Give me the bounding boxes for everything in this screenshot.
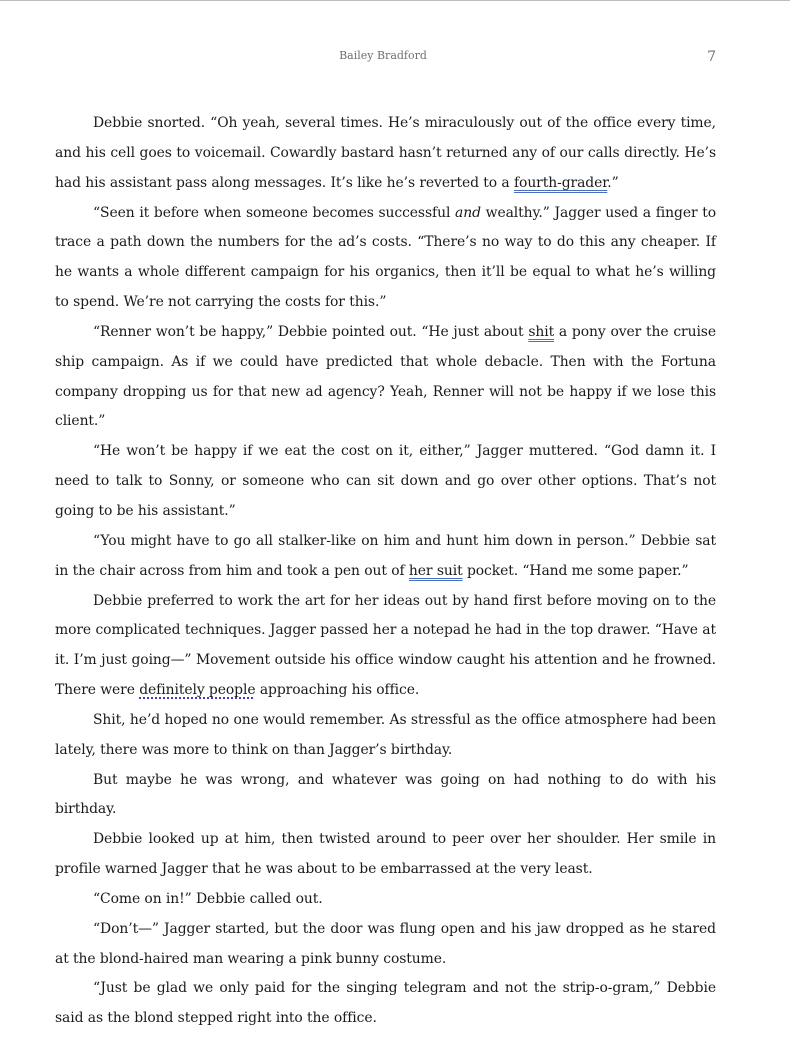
grammar-flag-text: her suit xyxy=(408,562,463,579)
paragraph xyxy=(55,318,716,437)
grammar-flag-text: fourth-grader xyxy=(513,174,608,191)
paragraph xyxy=(55,706,716,766)
paragraph-text: approaching his office. xyxy=(255,682,420,699)
style-flag-text: definitely people xyxy=(139,682,256,699)
paragraph xyxy=(55,199,716,318)
paragraph xyxy=(55,437,716,527)
paragraph-text: “Don’t—” Jagger started, but the door was flung open and his jaw dropped as he stared at the blond-haired man wearing a pink bunny costume. xyxy=(55,920,716,967)
page-number: 7 xyxy=(707,49,716,65)
document-body[interactable] xyxy=(55,109,716,1034)
italic-text: and xyxy=(455,204,481,221)
paragraph-text: But maybe he was wrong, and whatever was going on had nothing to do with his birthday. xyxy=(55,771,716,818)
paragraph-text: Debbie snorted. “Oh yeah, several times. He’s miraculously out of the office every time, and his cell goes to voicemail. Cowardly bastard hasn’t returned any of our calls directly. He’s had his assistant pass along messages. It’s like he’s reverted to a xyxy=(55,115,716,191)
paragraph-text: “He won’t be happy if we eat the cost on it, either,” Jagger muttered. “God damn it. I need to talk to Sonny, or someone who can sit down and go over other options. That’s not going to be his assistant.” xyxy=(55,443,716,519)
paragraph xyxy=(55,766,716,826)
paragraph-text: “You might have to go all stalker-like on him and hunt him down in person.” Debbie sat in the chair across from him and took a pen out of xyxy=(55,532,716,579)
paragraph-text: “Seen it before when someone becomes successful xyxy=(93,204,456,221)
paragraph-text: Debbie preferred to work the art for her ideas out by hand first before moving on to the more complicated techniques. Jagger passed her a notepad he had in the top drawer. “Have at it. I’m just going—” Movement outside his office window caught his attention and he frowned. There were xyxy=(55,592,716,699)
page-header xyxy=(0,0,790,80)
paragraph-text: a pony over the cruise ship campaign. As if we could have predicted that whole debacle. Then with the Fortuna company dropping us for that new ad agency? Yeah, Renner will not be happy if we lose this client.” xyxy=(55,323,716,430)
paragraph xyxy=(55,109,716,199)
paragraph-text: “Just be glad we only paid for the singing telegram and not the strip-o-gram,” Debbie said as the blond stepped right into the office. xyxy=(55,980,716,1027)
paragraph-text: “Come on in!” Debbie called out. xyxy=(93,890,323,907)
paragraph-text: .” xyxy=(607,174,619,191)
running-header-author: Bailey Bradford xyxy=(339,49,427,62)
paragraph-text: Debbie looked up at him, then twisted around to peer over her shoulder. Her smile in profile warned Jagger that he was about to be embarrassed at the very least. xyxy=(55,831,716,878)
paragraph xyxy=(55,915,716,975)
paragraph-text: pocket. “Hand me some paper.” xyxy=(462,562,689,579)
paragraph xyxy=(55,825,716,885)
paragraph-text: Shit, he’d hoped no one would remember. As stressful as the office atmosphere had been lately, there was more to think on than Jagger’s birthday. xyxy=(55,711,716,758)
paragraph-text: wealthy.” Jagger used a finger to trace a path down the numbers for the ad’s costs. “There’s no way to do this any cheaper. If he wants a whole different campaign for his organics, then it’ll be equal to what he’s willing to spend. We’re not carrying the costs for this.” xyxy=(55,204,717,311)
paragraph-text: “Renner won’t be happy,” Debbie pointed out. “He just about xyxy=(93,323,529,340)
paragraph xyxy=(55,974,716,1034)
paragraph xyxy=(55,527,716,587)
grammar-flag-text: shit xyxy=(528,323,555,340)
paragraph xyxy=(55,587,716,706)
paragraph xyxy=(55,885,716,915)
